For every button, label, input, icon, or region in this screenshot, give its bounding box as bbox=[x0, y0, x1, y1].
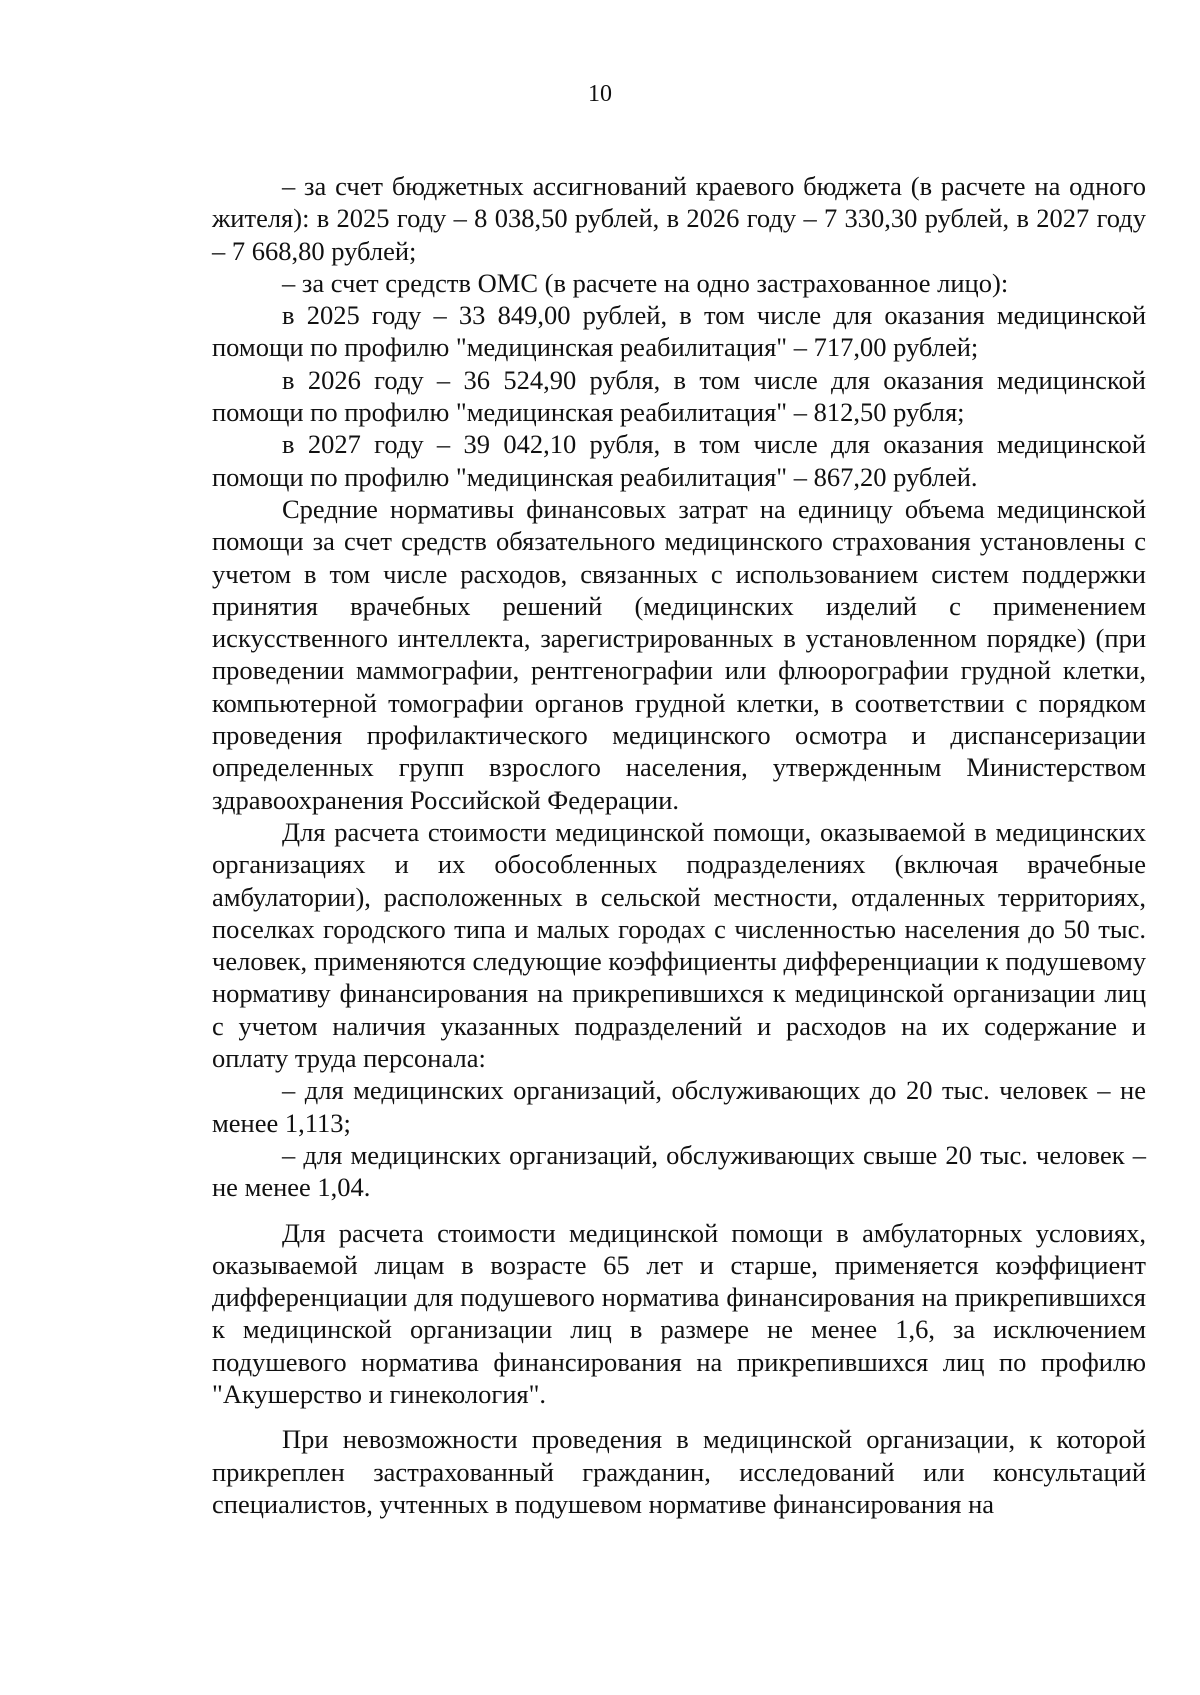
paragraph-oms-2027: в 2027 году – 39 042,10 рубля, в том числе для оказания медицинской помощи по профилю "медицинская реабилитация" – 867,20 рублей. bbox=[212, 429, 1146, 492]
document-body bbox=[212, 170, 1146, 1520]
paragraph-oms-2026: в 2026 году – 36 524,90 рубля, в том числе для оказания медицинской помощи по профилю "медицинская реабилитация" – 812,50 рубля; bbox=[212, 364, 1146, 428]
paragraph-coefficient-up-to-20k: – для медицинских организаций, обслуживающих до 20 тыс. человек – не менее 1,113; bbox=[212, 1075, 1146, 1138]
paragraph-oms-2025: в 2025 году – 33 849,00 рублей, в том числе для оказания медицинской помощи по профилю "медицинская реабилитация" – 717,00 рублей; bbox=[212, 300, 1146, 363]
paragraph-regional-budget-funding: – за счет бюджетных ассигнований краевого бюджета (в расчете на одного жителя): в 2025 году – 8 038,50 рублей, в 2026 году – 7 330,30 рублей, в 2027 году – 7 668,80 рублей; bbox=[212, 171, 1146, 266]
paragraph-age-65-coefficient: Для расчета стоимости медицинской помощи в амбулаторных условиях, оказываемой лицам в возрасте 65 лет и старше, применяется коэффициент дифференциации для подушевого норматива финансирования на прикрепившихся к медицинской организации лиц в размере не менее 1,6, за исключением подушевого норматива финансирования на прикрепившихся лиц по профилю "Акушерство и гинекология". bbox=[212, 1217, 1146, 1409]
paragraph-oms-funding-intro: – за счет средств ОМС (в расчете на одно застрахованное лицо): bbox=[282, 267, 1009, 298]
paragraph-impossibility-clause: При невозможности проведения в медицинской организации, к которой прикреплен застрахованный гражданин, исследований или консультаций специалистов, учтенных в подушевом нормативе финансирования на bbox=[212, 1424, 1146, 1519]
paragraph-coefficient-over-20k: – для медицинских организаций, обслуживающих свыше 20 тыс. человек – не менее 1,04. bbox=[212, 1139, 1146, 1203]
paragraph-rural-coefficients: Для расчета стоимости медицинской помощи, оказываемой в медицинских организациях и их обособленных подразделениях (включая врачебные амбулатории), расположенных в сельской местности, отдаленных территориях, поселках городского типа и малых городах с численностью населения до 50 тыс. человек, применяются следующие коэффициенты дифференциации к подушевому нормативу финансирования на прикрепившихся к медицинской организации лиц с учетом наличия указанных подразделений и расходов на их содержание и оплату труда персонала: bbox=[212, 816, 1146, 1074]
paragraph-average-standards: Средние нормативы финансовых затрат на единицу объема медицинской помощи за счет средств обязательного медицинского страхования установлены с учетом в том числе расходов, связанных с использованием систем поддержки принятия врачебных решений (медицинских изделий с применением искусственного интеллекта, зарегистрированных в установленном порядке) (при проведении маммографии, рентгенографии или флюорографии грудной клетки, компьютерной томографии органов грудной клетки, в соответствии с порядком проведения профилактического медицинского осмотра и диспансеризации определенных групп взрослого населения, утвержденным Министерством здравоохранения Российской Федерации. bbox=[212, 493, 1146, 815]
page-number: 10 bbox=[588, 81, 612, 107]
